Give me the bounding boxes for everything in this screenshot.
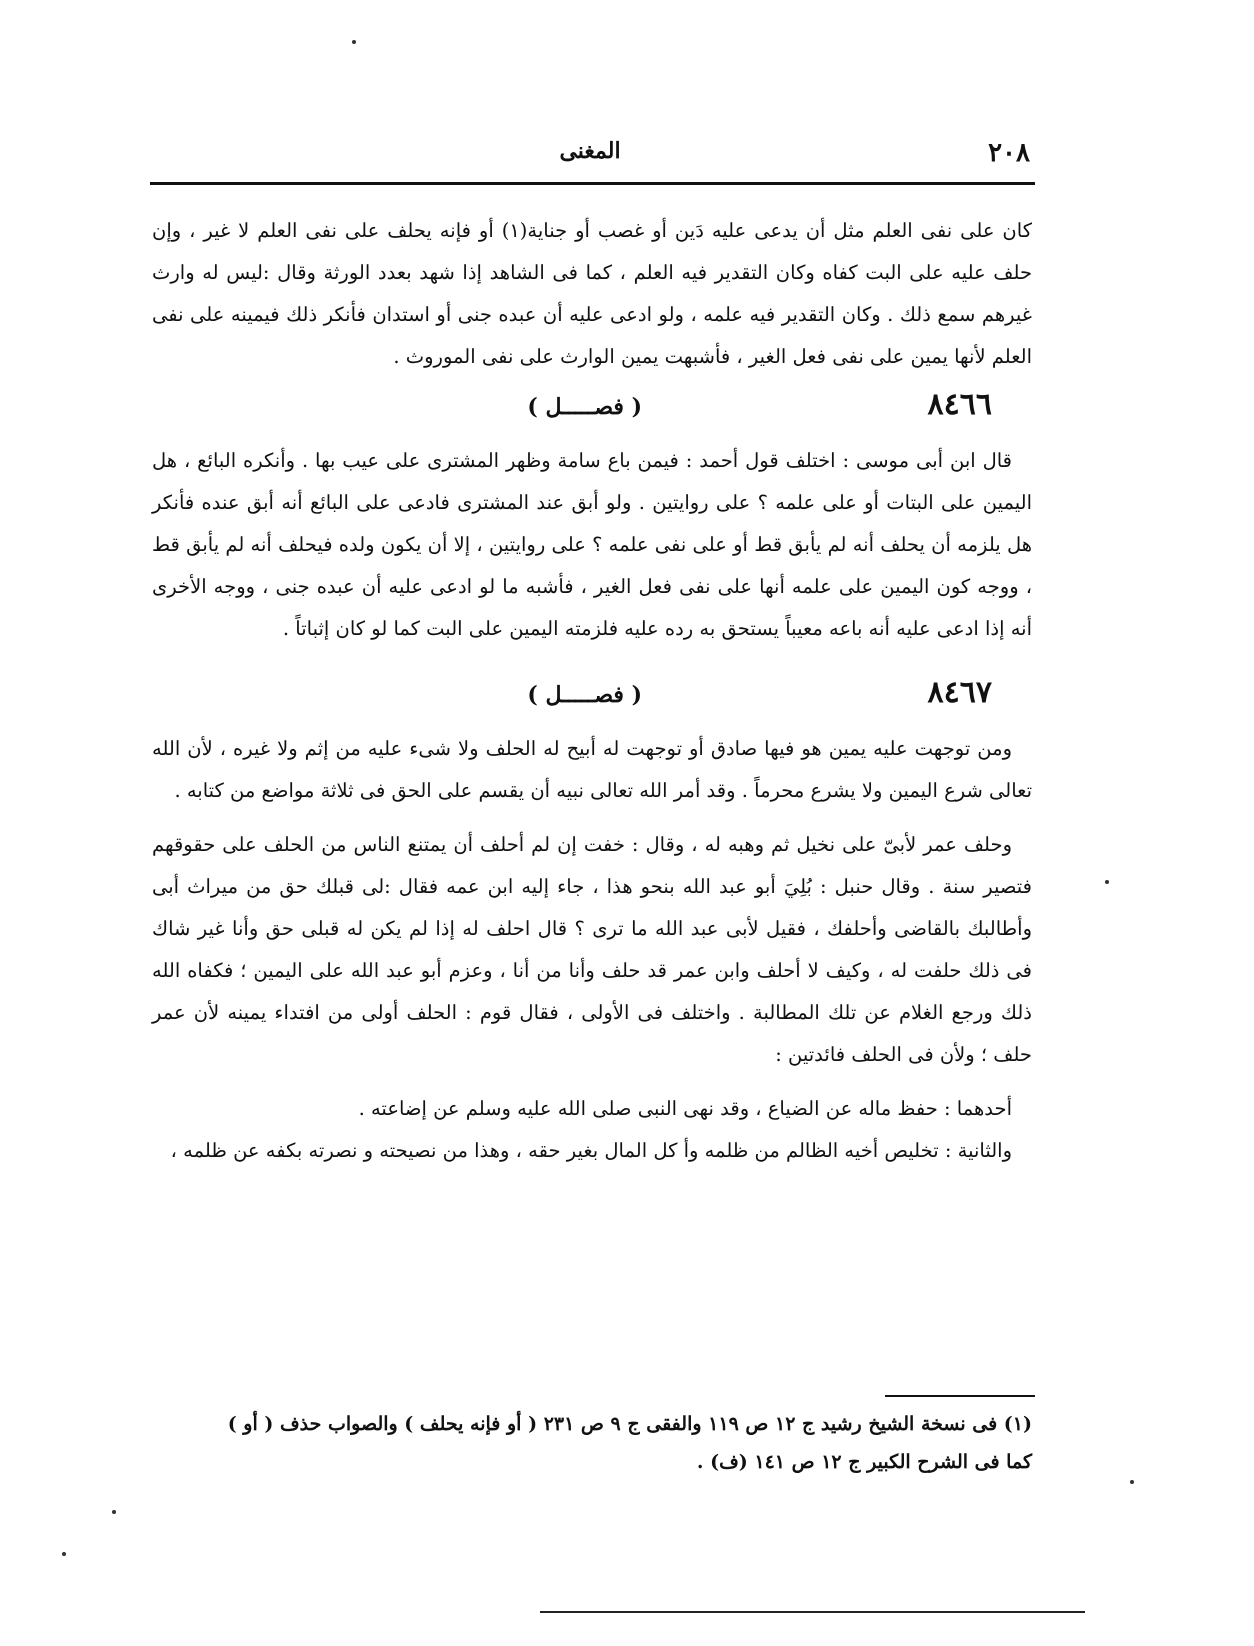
section-label: ( فصـــــل ) bbox=[527, 394, 642, 420]
section-heading-8467 bbox=[152, 672, 1032, 718]
section-paragraph: أحدهما : حفظ ماله عن الضياع ، وقد نهى النبى صلى الله عليه وسلم عن إضاعته . bbox=[358, 1097, 1012, 1120]
scan-speck bbox=[112, 1510, 116, 1514]
header-rule bbox=[150, 182, 1035, 185]
section-number: ٨٤٦٦ bbox=[927, 387, 992, 422]
section-number: ٨٤٦٧ bbox=[927, 675, 992, 710]
footnote-rule bbox=[885, 1395, 1035, 1397]
scan-speck bbox=[352, 40, 356, 44]
section-heading-8466 bbox=[152, 384, 1032, 430]
scan-speck bbox=[62, 1552, 66, 1556]
bottom-rule bbox=[540, 1611, 1085, 1613]
footnote-line: (١) فى نسخة الشيخ رشيد ج ١٢ ص ١١٩ والفقى ج ٩ ص ٢٣١ ( أو فإنه يحلف ) والصواب حذف ( أو ) bbox=[227, 1413, 1032, 1435]
section-paragraph: قال ابن أبى موسى : اختلف قول أحمد : فيمن باع سامة وظهر المشترى على عيب بها . وأنكره البائع ، هل اليمين على البتات أو على علمه ؟ على روايتين . ولو أبق عند المشترى فادعى على البائع أنه أبق عنده فأنكر هل يلزمه أن يحلف أنه لم يأبق قط أو على نفى علمه ؟ على روايتين ، إلا أن يكون ولده فيحلف أنه لم يأبق قط ، ووجه كون اليمين على علمه أنها على نفى فعل الغير ، فأشبه ما لو ادعى عليه أن عبده جنى ، ووجه الأخرى أنه إذا ادعى عليه أنه باعه معيباً يستحق به رده عليه فلزمته اليمين على البت كما لو كان إثباتاً . bbox=[152, 449, 1032, 640]
scan-speck bbox=[1130, 1480, 1134, 1484]
intro-paragraph: كان على نفى العلم مثل أن يدعى عليه دَين أو غصب أو جناية(١) أو فإنه يحلف على نفى العلم لا غير ، وإن حلف عليه على البت كفاه وكان التقدير فيه العلم ، كما فى الشاهد إذا شهد بعدد الورثة وقال :ليس له وارث غيرهم سمع ذلك . وكان التقدير فيه علمه ، ولو ادعى عليه أن عبده جنى أو استدان فأنكر ذلك فيمينه على نفى العلم لأنها يمين على نفى فعل الغير ، فأشبهت يمين الوارث على نفى الموروث . bbox=[152, 219, 1032, 368]
scan-speck bbox=[1105, 880, 1109, 884]
footnote-line: كما فى الشرح الكبير ج ١٢ ص ١٤١ (ف) . bbox=[696, 1451, 1032, 1473]
page-header bbox=[150, 138, 1030, 178]
section-paragraph: ومن توجهت عليه يمين هو فيها صادق أو توجهت له أبيح له الحلف ولا شىء عليه من إثم ولا غيره ، لأن الله تعالى شرع اليمين ولا يشرع محرماً . وقد أمر الله تعالى نبيه أن يقسم على الحق فى ثلاثة مواضع من كتابه . bbox=[152, 737, 1032, 802]
section-label: ( فصـــــل ) bbox=[527, 682, 642, 708]
page-number: ٢٠٨ bbox=[988, 138, 1030, 168]
section-paragraph: والثانية : تخليص أخيه الظالم من ظلمه وأ كل المال بغير حقه ، وهذا من نصيحته و نصرته بكفه عن ظلمه ، bbox=[170, 1139, 1012, 1162]
footnotes bbox=[152, 1405, 1032, 1481]
running-title: المغنى bbox=[559, 138, 621, 164]
body-text bbox=[152, 210, 1032, 1172]
section-paragraph: وحلف عمر لأبىّ على نخيل ثم وهبه له ، وقال : خفت إن لم أحلف أن يمتنع الناس من الحلف على حقوقهم فتصير سنة . وقال حنبل : بُلِيَ أبو عبد الله بنحو هذا ، جاء إليه ابن عمه فقال :لى قبلك حق من ميراث أبى وأطالبك بالقاضى وأحلفك ، فقيل لأبى عبد الله ما ترى ؟ قال احلف له إذا لم يكن له قبلى حق وأنا غير شاك فى ذلك حلفت له ، وكيف لا أحلف وابن عمر قد حلف وأنا من أنا ، وعزم أبو عبد الله على اليمين ؛ فكفاه الله ذلك ورجع الغلام عن تلك المطالبة . واختلف فى الأولى ، فقال قوم : الحلف أولى من افتداء يمينه لأن عمر حلف ؛ ولأن فى الحلف فائدتين : bbox=[152, 833, 1032, 1066]
